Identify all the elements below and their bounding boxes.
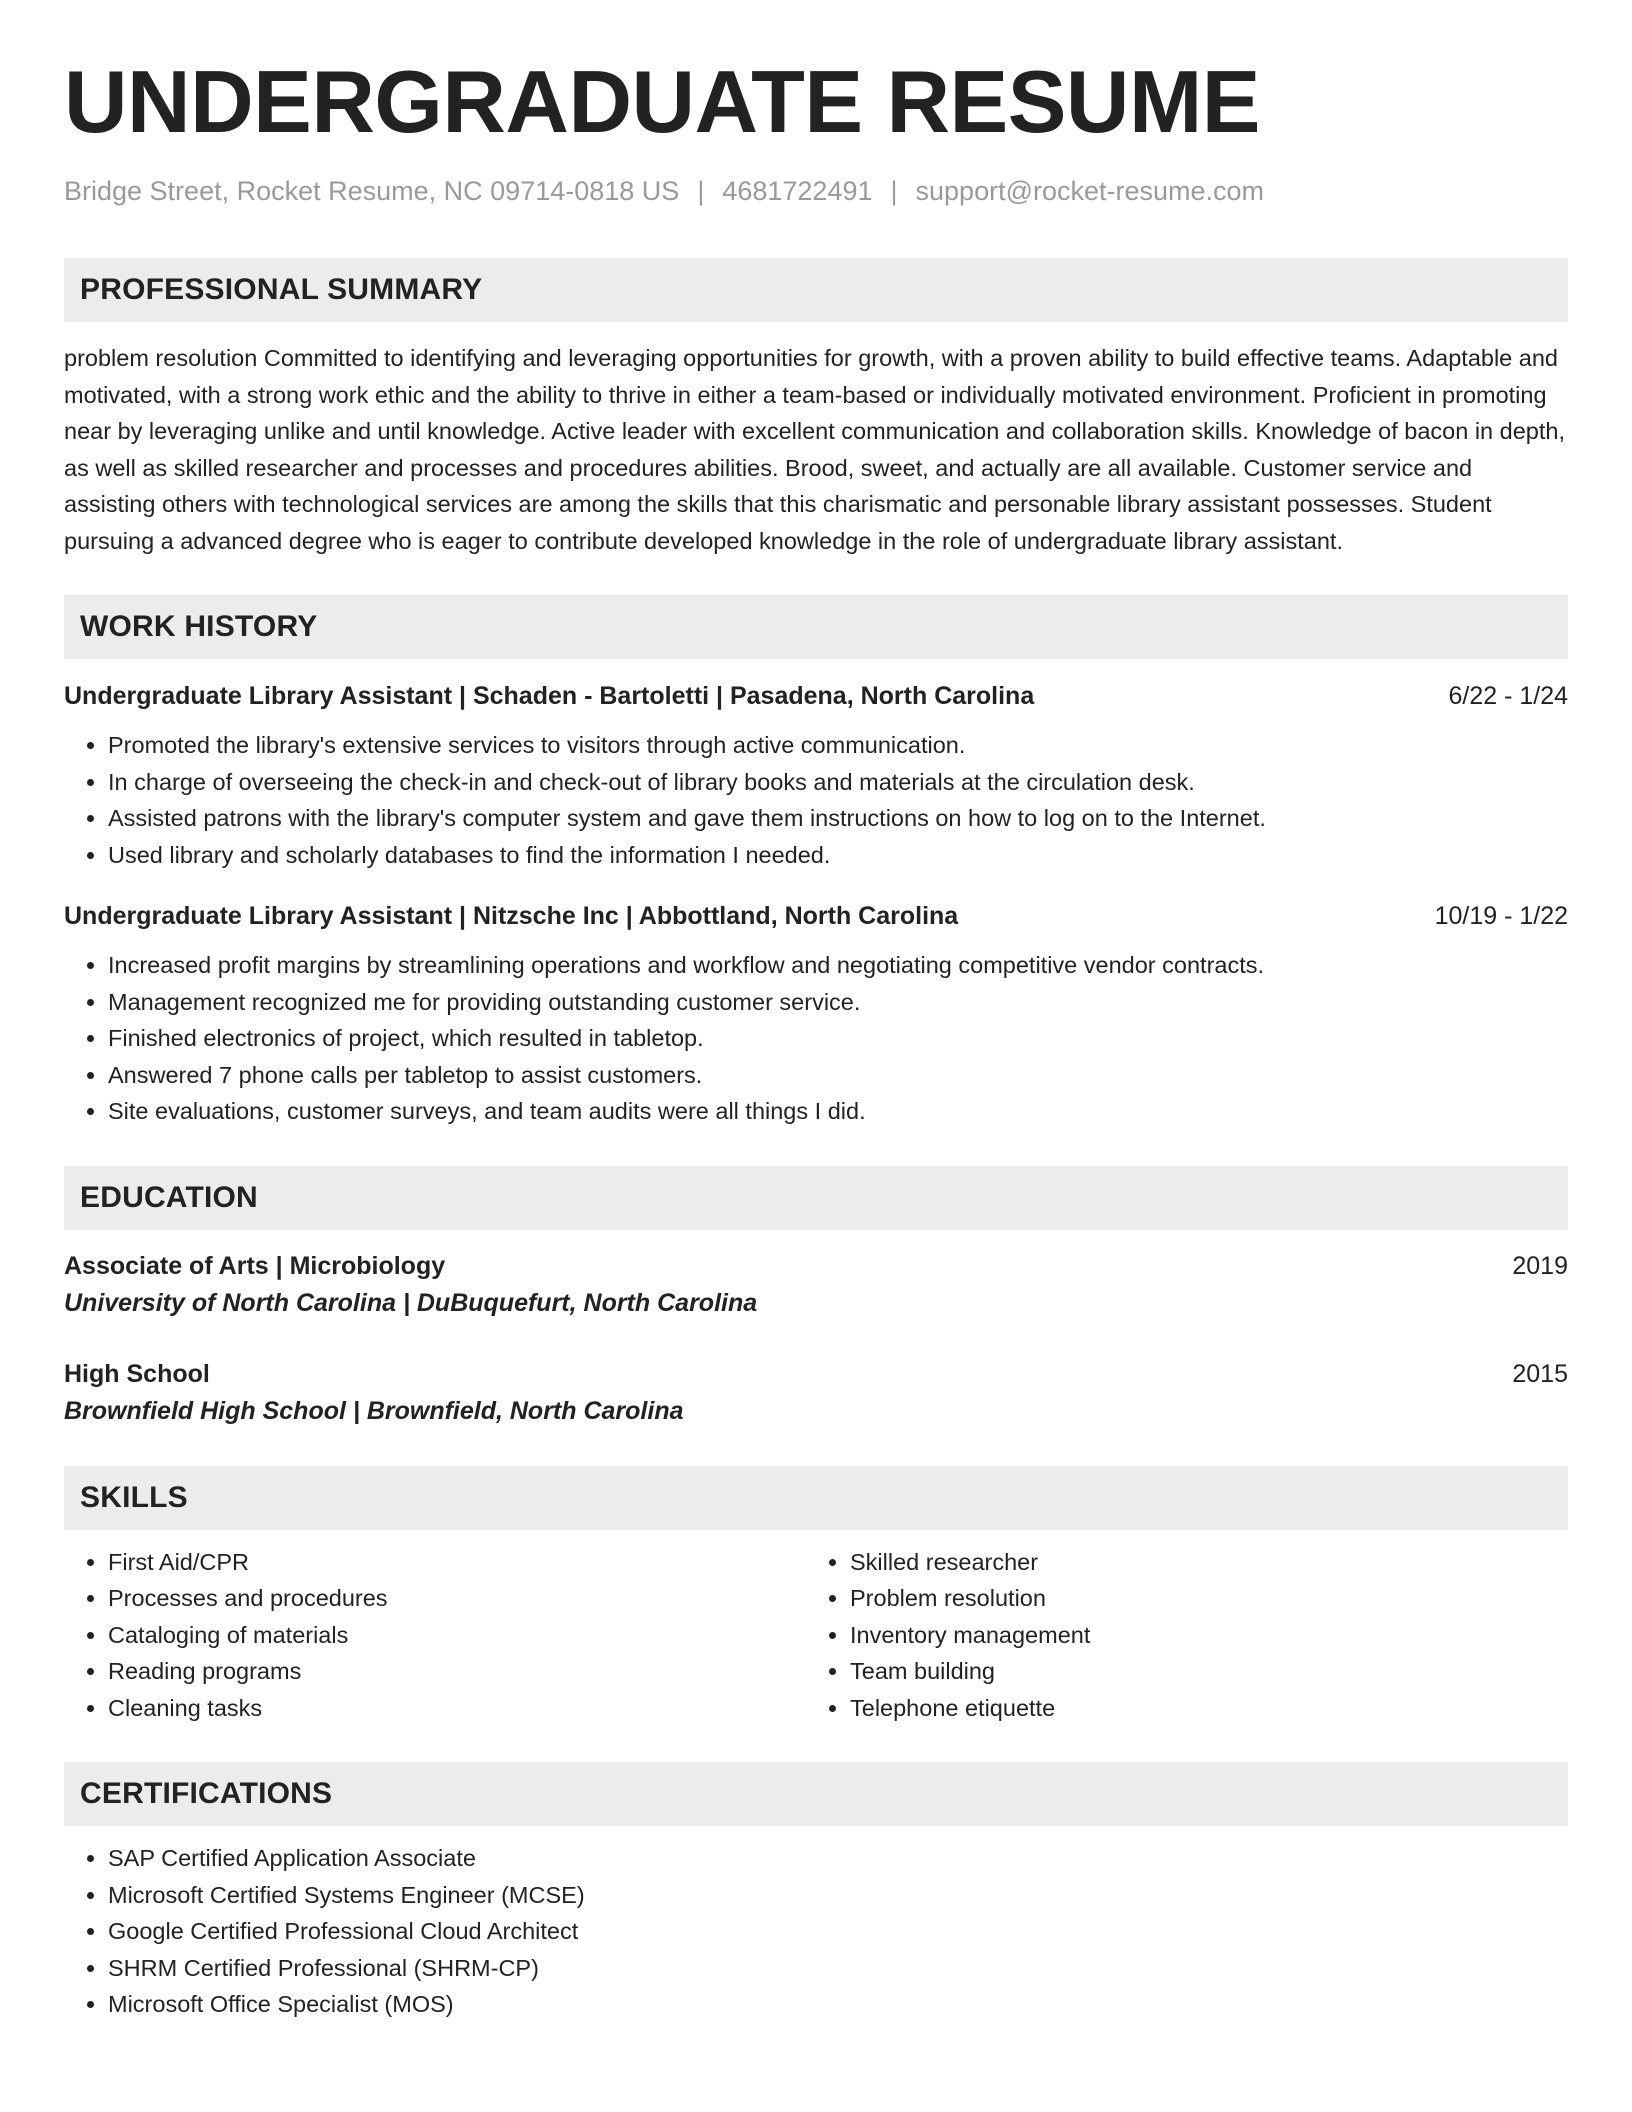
certification-item: • SHRM Certified Professional (SHRM-CP) (108, 1950, 1568, 1987)
skill-item: • Team building (850, 1653, 1548, 1690)
job-dates: 10/19 - 1/22 (1434, 902, 1568, 930)
certification-item: • Microsoft Office Specialist (MOS) (108, 1986, 1568, 2023)
education-entry (64, 1248, 1568, 1322)
skill-item: • Cataloging of materials (108, 1617, 806, 1654)
skills-column-right (806, 1544, 1548, 1727)
skill-item: • Telephone etiquette (850, 1690, 1548, 1727)
education-degree: Associate of Arts | Microbiology (64, 1251, 446, 1280)
job-entry (64, 899, 1568, 1130)
section-header-certifications: CERTIFICATIONS (64, 1762, 1568, 1826)
job-dates: 6/22 - 1/24 (1448, 682, 1568, 710)
job-entry (64, 679, 1568, 873)
summary-text: problem resolution Committed to identifying and leveraging opportunities for growth, with a proven ability to build effective teams. Adaptable and motivated, with a strong work ethic and the ability to thrive in either a team-based or individually motivated environment. Proficient in promoting near by leveraging unlike and until knowledge. Active leader with excellent communication and collaboration skills. Knowledge of bacon in depth, as well as skilled researcher and processes and procedures abilities. Brood, sweet, and actually are all available. Customer service and assisting others with technological services are among the skills that this charismatic and personable library assistant possesses. Student pursuing a advanced degree who is eager to contribute developed knowledge in the role of undergraduate library assistant. (64, 345, 1565, 554)
contact-separator: | (697, 176, 705, 206)
skill-item: • Skilled researcher (850, 1544, 1548, 1581)
job-bullet: • Assisted patrons with the library's computer system and gave them instructions on how to log on to the Internet. (108, 800, 1568, 837)
skill-item: • First Aid/CPR (108, 1544, 806, 1581)
certification-item: • Google Certified Professional Cloud Architect (108, 1913, 1568, 1950)
resume-page (64, 0, 1568, 2023)
job-bullets (64, 947, 1568, 1130)
education-year: 2019 (1512, 1251, 1568, 1280)
job-header (64, 679, 1568, 713)
certification-item: • SAP Certified Application Associate (108, 1840, 1568, 1877)
job-bullets (64, 727, 1568, 873)
job-bullet: • Management recognized me for providing outstanding customer service. (108, 984, 1568, 1021)
skill-item: • Inventory management (850, 1617, 1548, 1654)
education-header (64, 1356, 1568, 1392)
job-bullet: • Answered 7 phone calls per tabletop to assist customers. (108, 1057, 1568, 1094)
skill-item: • Problem resolution (850, 1580, 1548, 1617)
education-header (64, 1248, 1568, 1284)
contact-line (64, 174, 1568, 208)
job-bullet: • Finished electronics of project, which resulted in tabletop. (108, 1020, 1568, 1057)
skill-item: • Processes and procedures (108, 1580, 806, 1617)
section-header-summary: PROFESSIONAL SUMMARY (64, 258, 1568, 322)
certification-item: • Microsoft Certified Systems Engineer (MCSE) (108, 1877, 1568, 1914)
section-header-education: EDUCATION (64, 1166, 1568, 1230)
contact-email: support@rocket-resume.com (915, 176, 1265, 206)
certifications-list (64, 1840, 1568, 2023)
job-bullet: • In charge of overseeing the check-in and check-out of library books and materials at the circulation desk. (108, 764, 1568, 801)
contact-phone: 4681722491 (722, 176, 873, 206)
education-school: University of North Carolina | DuBuquefurt, North Carolina (64, 1288, 758, 1317)
education-school: Brownfield High School | Brownfield, North Carolina (64, 1396, 684, 1425)
education-year: 2015 (1512, 1359, 1568, 1388)
job-title: Undergraduate Library Assistant | Nitzsche Inc | Abbottland, North Carolina (64, 902, 959, 930)
skill-item: • Cleaning tasks (108, 1690, 806, 1727)
education-degree: High School (64, 1359, 210, 1388)
skills-list (806, 1544, 1548, 1727)
job-bullet: • Promoted the library's extensive services to visitors through active communication. (108, 727, 1568, 764)
section-header-skills: SKILLS (64, 1466, 1568, 1530)
job-bullet: • Site evaluations, customer surveys, and team audits were all things I did. (108, 1093, 1568, 1130)
job-header (64, 899, 1568, 933)
job-bullet: • Increased profit margins by streamlining operations and workflow and negotiating competitive vendor contracts. (108, 947, 1568, 984)
job-bullet: • Used library and scholarly databases to find the information I needed. (108, 837, 1568, 874)
education-entry (64, 1356, 1568, 1430)
contact-separator: | (890, 176, 898, 206)
skills-column-left (64, 1544, 806, 1727)
certifications-block (64, 1840, 1568, 2023)
skill-item: • Reading programs (108, 1653, 806, 1690)
contact-address: Bridge Street, Rocket Resume, NC 09714-0818 US (64, 176, 680, 206)
job-title: Undergraduate Library Assistant | Schaden - Bartoletti | Pasadena, North Carolina (64, 682, 1035, 710)
section-header-work-history: WORK HISTORY (64, 595, 1568, 659)
resume-title: UNDERGRADUATE RESUME (64, 52, 1260, 151)
skills-list (64, 1544, 806, 1727)
skills-grid (64, 1544, 1568, 1727)
